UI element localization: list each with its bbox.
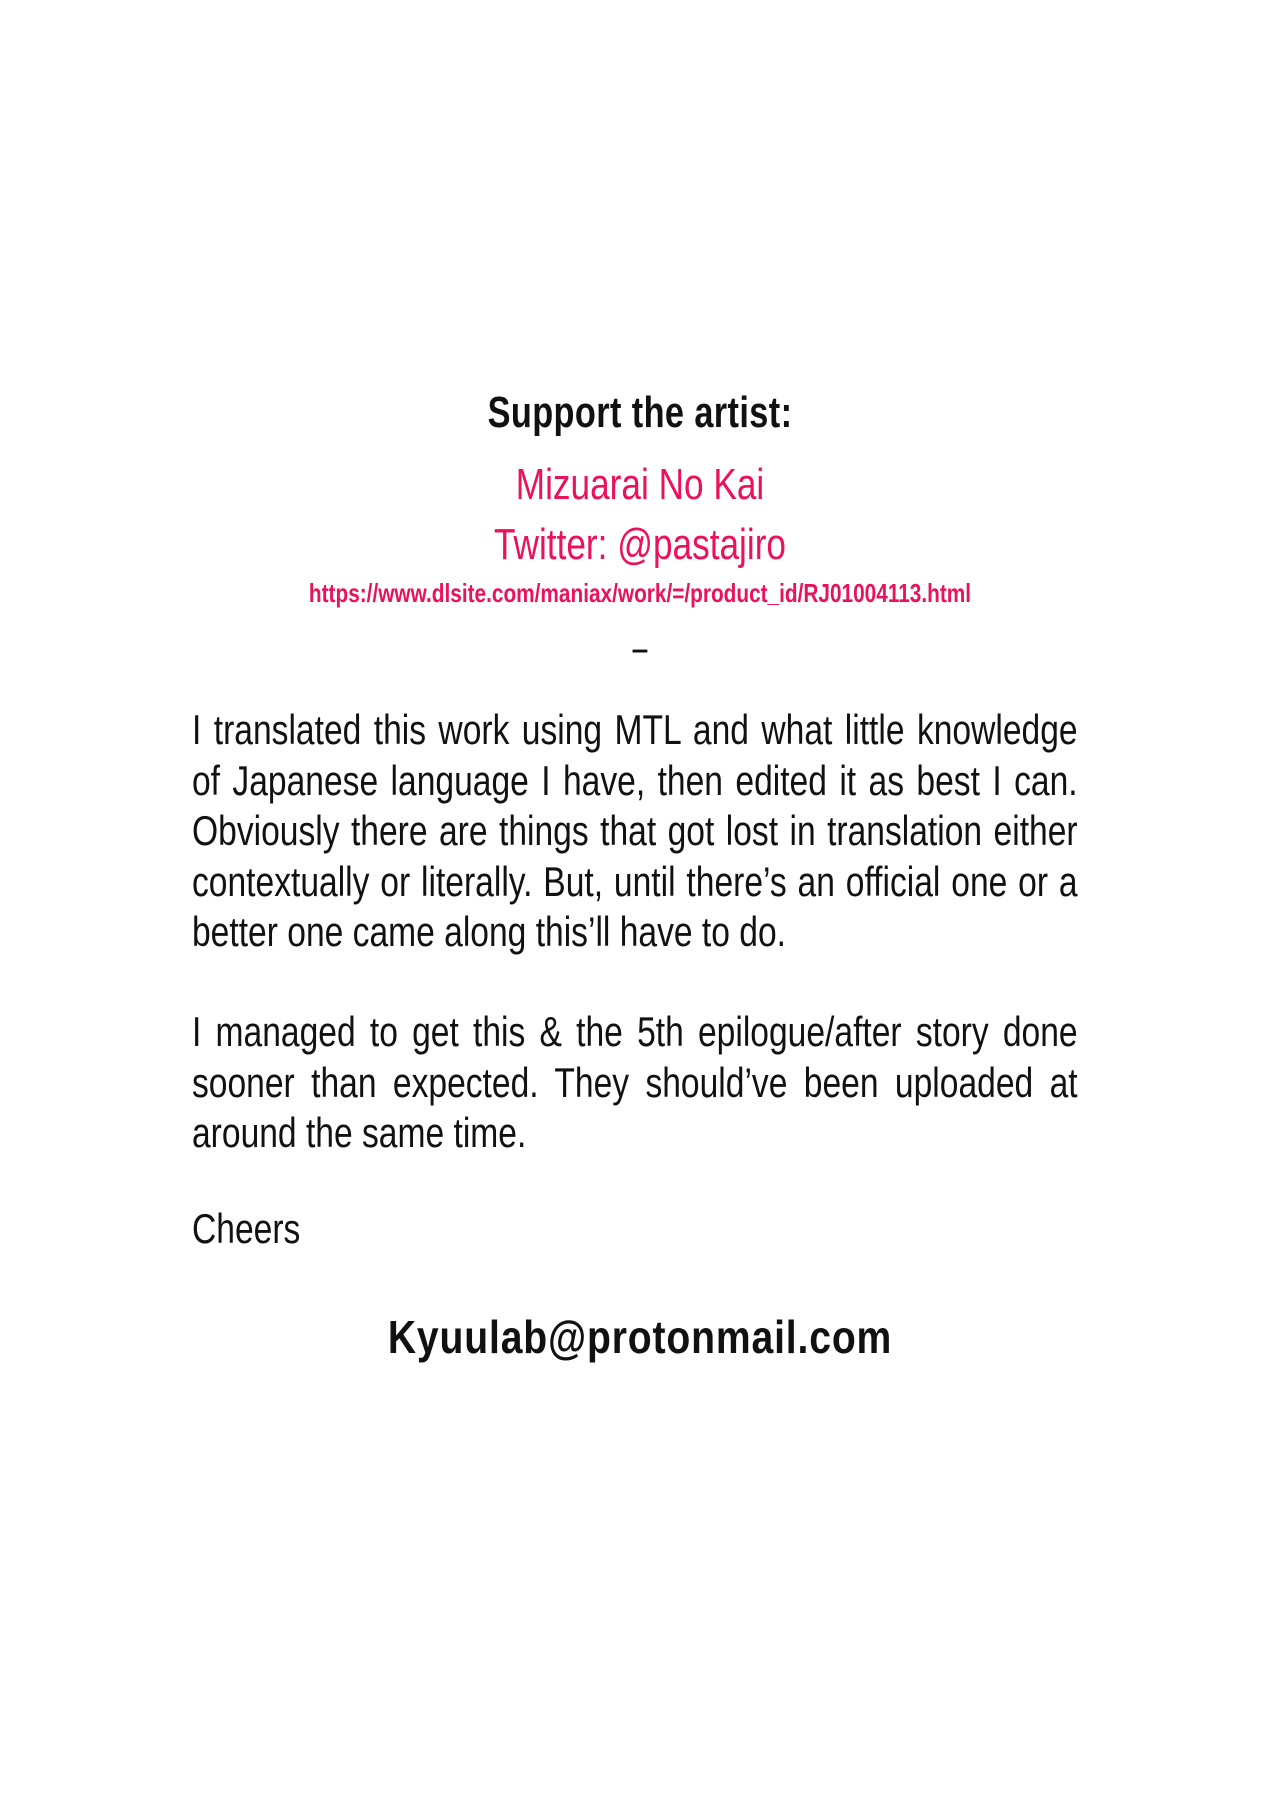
release-note-paragraph: I managed to get this & the 5th epilogue/after story done sooner than expected. They should’ve been uploaded at around the same time. [192,1008,1078,1156]
dlsite-url: https://www.dlsite.com/maniax/work/=/product_id/RJ01004113.html [308,578,972,608]
artist-name: Mizuarai No Kai [515,460,765,509]
contact-email: Kyuulab@protonmail.com [387,1311,893,1363]
twitter-handle: Twitter: @pastajiro [494,520,786,569]
support-heading: Support the artist: [487,388,793,437]
section-separator: – [631,633,649,666]
sign-off: Cheers [192,1205,301,1252]
translation-note-paragraph: I translated this work using MTL and what little knowledge of Japanese language I have, then edited it as best I can. Obviously there are things that got lost in translation either contextually or literally. But, until there’s an official one or a better one came along this’ll have to do. [192,706,1078,955]
